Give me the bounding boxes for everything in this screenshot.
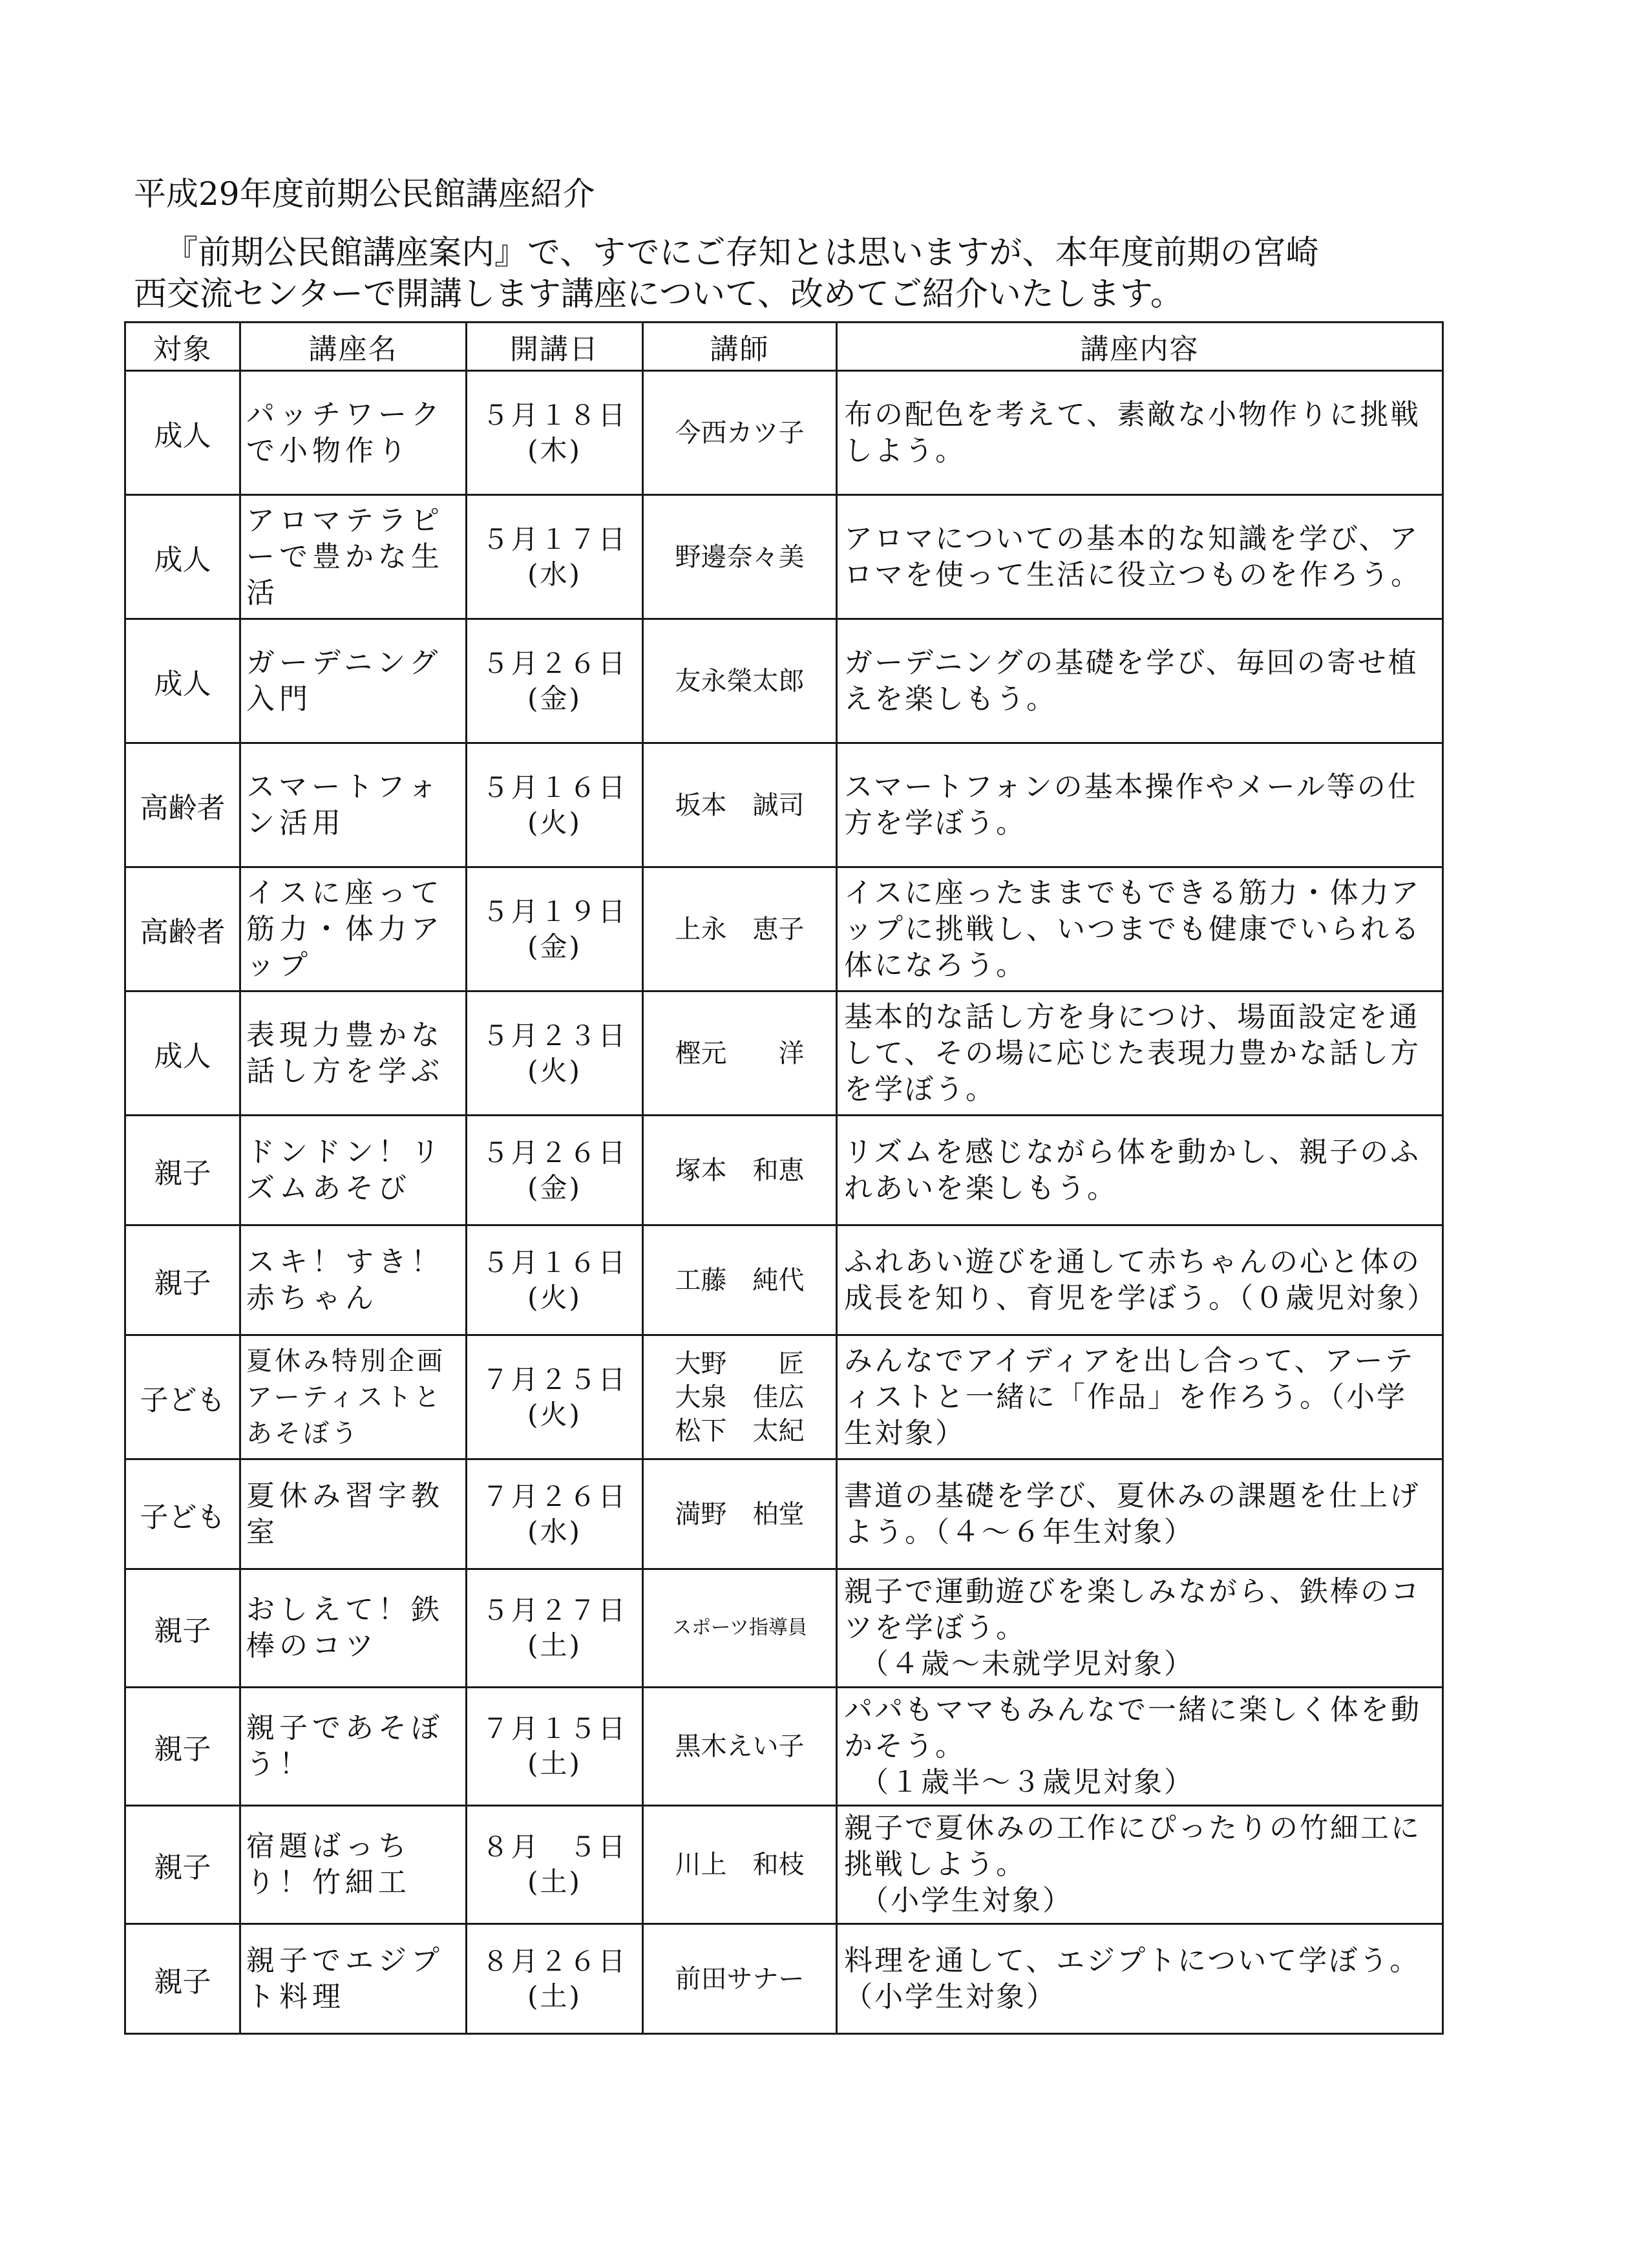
date-weekday: (金) [527, 930, 582, 962]
date-day: ８月 ５日 [481, 1831, 628, 1863]
cell-lecturer: 満野 柏堂 [643, 1459, 837, 1569]
date-day: ７月１５日 [481, 1713, 628, 1744]
cell-course-name: 表現力豊かな話し方を学ぶ [240, 991, 467, 1116]
cell-course-name: スマートフォン活用 [240, 743, 467, 867]
cell-content: リズムを感じながら体を動かし、親子のふれあいを楽しもう。 [837, 1116, 1443, 1225]
date-weekday: (土) [527, 1629, 582, 1661]
intro-line-2: 西交流センターで開講します講座について、改めてご紹介いたします。 [134, 275, 1183, 313]
cell-course-name: アロマテラピーで豊かな生活 [240, 495, 467, 619]
cell-lecturer: 塚本 和恵 [643, 1116, 837, 1225]
cell-date [467, 371, 643, 495]
cell-course-name: ドンドン！リズムあそび [240, 1116, 467, 1225]
table-row [125, 1924, 1443, 2034]
cell-lecturer: 工藤 純代 [643, 1225, 837, 1335]
table-row [125, 1335, 1443, 1459]
cell-date [467, 495, 643, 619]
date-day: ５月２３日 [481, 1019, 628, 1052]
cell-lecturer: 今西カツ子 [643, 371, 837, 495]
cell-content: 料理を通して、エジプトについて学ぼう。（小学生対象） [837, 1924, 1443, 2034]
cell-course-name: パッチワークで小物作り [240, 371, 467, 495]
cell-lecturer: 上永 恵子 [643, 867, 837, 991]
table-row [125, 1459, 1443, 1569]
cell-content: みんなでアイディアを出し合って、アーティストと一緒に「作品」を作ろう。（小学生対象） [837, 1335, 1443, 1459]
intro-paragraph [134, 233, 1465, 315]
date-day: ５月２６日 [481, 1136, 628, 1169]
cell-target: 高齢者 [125, 743, 240, 867]
cell-content: パパもママもみんなで一緒に楽しく体を動かそう。 （１歳半～３歳児対象） [837, 1688, 1443, 1806]
cell-lecturer: 友永榮太郎 [643, 619, 837, 743]
cell-lecturer: 大野 匠 大泉 佳広 松下 太紀 [643, 1335, 837, 1459]
cell-lecturer: スポーツ指導員 [643, 1569, 837, 1688]
date-day: ５月２６日 [481, 647, 628, 679]
date-weekday: (土) [527, 1748, 582, 1779]
date-day: ５月１８日 [481, 399, 628, 431]
cell-content: アロマについての基本的な知識を学び、アロマを使って生活に役立つものを作ろう。 [837, 495, 1443, 619]
cell-course-name: スキ！すき！赤ちゃん [240, 1225, 467, 1335]
cell-lecturer: 樫元 洋 [643, 991, 837, 1116]
date-day: ８月２６日 [481, 1945, 628, 1977]
cell-date [467, 867, 643, 991]
cell-content: 親子で運動遊びを楽しみながら、鉄棒のコツを学ぼう。 （４歳～未就学児対象） [837, 1569, 1443, 1688]
cell-lecturer: 川上 和枝 [643, 1806, 837, 1924]
cell-date [467, 1806, 643, 1924]
lecture-table [124, 321, 1444, 2035]
cell-target: 成人 [125, 495, 240, 619]
cell-course-name: イスに座って筋力・体力アップ [240, 867, 467, 991]
date-weekday: (火) [527, 806, 582, 838]
cell-target: 親子 [125, 1806, 240, 1924]
cell-date [467, 619, 643, 743]
cell-target: 親子 [125, 1569, 240, 1688]
date-day: ５月２７日 [481, 1595, 628, 1626]
date-weekday: (金) [527, 682, 582, 714]
cell-course-name: 親子でエジプト料理 [240, 1924, 467, 2034]
cell-lecturer: 坂本 誠司 [643, 743, 837, 867]
header-start-date: 開講日 [467, 323, 643, 371]
table-row [125, 743, 1443, 867]
cell-content: 基本的な話し方を身につけ、場面設定を通して、その場に応じた表現力豊かな話し方を学ぼう。 [837, 991, 1443, 1116]
cell-target: 親子 [125, 1225, 240, 1335]
date-day: ７月２５日 [481, 1363, 628, 1395]
table-row [125, 371, 1443, 495]
cell-content: イスに座ったままでもできる筋力・体力アップに挑戦し、いつまでも健康でいられる体になろう。 [837, 867, 1443, 991]
table-row [125, 619, 1443, 743]
table-row [125, 867, 1443, 991]
date-weekday: (金) [527, 1171, 582, 1203]
cell-date [467, 1335, 643, 1459]
table-row [125, 1569, 1443, 1688]
header-course-name: 講座名 [240, 323, 467, 371]
date-weekday: (土) [527, 1980, 582, 2012]
cell-course-name: おしえて！鉄棒のコツ [240, 1569, 467, 1688]
date-day: ７月２６日 [481, 1480, 628, 1512]
date-weekday: (土) [527, 1866, 582, 1898]
cell-lecturer: 野邊奈々美 [643, 495, 837, 619]
cell-date [467, 991, 643, 1116]
cell-date [467, 743, 643, 867]
cell-content: ガーデニングの基礎を学び、毎回の寄せ植えを楽しもう。 [837, 619, 1443, 743]
header-content: 講座内容 [837, 323, 1443, 371]
date-weekday: (火) [527, 1281, 582, 1313]
cell-date [467, 1459, 643, 1569]
cell-course-name: 親子であそぼう！ [240, 1688, 467, 1806]
date-weekday: (水) [527, 1515, 582, 1547]
cell-target: 親子 [125, 1924, 240, 2034]
cell-course-name: ガーデニング入門 [240, 619, 467, 743]
cell-target: 成人 [125, 371, 240, 495]
header-target: 対象 [125, 323, 240, 371]
cell-content: 書道の基礎を学び、夏休みの課題を仕上げよう。（４～６年生対象） [837, 1459, 1443, 1569]
cell-content: スマートフォンの基本操作やメール等の仕方を学ぼう。 [837, 743, 1443, 867]
cell-target: 親子 [125, 1116, 240, 1225]
cell-content: 親子で夏休みの工作にぴったりの竹細工に挑戦しよう。 （小学生対象） [837, 1806, 1443, 1924]
date-weekday: (水) [527, 558, 582, 590]
date-day: ５月１７日 [481, 523, 628, 555]
cell-content: ふれあい遊びを通して赤ちゃんの心と体の成長を知り、育児を学ぼう。（０歳児対象） [837, 1225, 1443, 1335]
date-weekday: (木) [527, 434, 582, 466]
cell-course-name: 夏休み特別企画アーティストとあそぼう [240, 1335, 467, 1459]
table-row [125, 1225, 1443, 1335]
cell-lecturer: 黒木えい子 [643, 1688, 837, 1806]
cell-target: 高齢者 [125, 867, 240, 991]
intro-line-1: 『前期公民館講座案内』で、すでにご存知とは思いますが、本年度前期の宮崎 [165, 234, 1319, 272]
header-lecturer: 講師 [643, 323, 837, 371]
cell-date [467, 1116, 643, 1225]
cell-target: 親子 [125, 1688, 240, 1806]
cell-date [467, 1688, 643, 1806]
table-row [125, 495, 1443, 619]
cell-date [467, 1924, 643, 2034]
table-row [125, 991, 1443, 1116]
cell-lecturer: 前田サナー [643, 1924, 837, 2034]
date-weekday: (火) [527, 1398, 582, 1430]
cell-content: 布の配色を考えて、素敵な小物作りに挑戦しよう。 [837, 371, 1443, 495]
date-day: ５月１６日 [481, 771, 628, 803]
cell-target: 子ども [125, 1459, 240, 1569]
document-title: 平成29年度前期公民館講座紹介 [134, 175, 595, 213]
cell-course-name: 宿題ばっちり！竹細工 [240, 1806, 467, 1924]
cell-date [467, 1569, 643, 1688]
cell-target: 成人 [125, 991, 240, 1116]
cell-target: 成人 [125, 619, 240, 743]
table-row [125, 1116, 1443, 1225]
date-day: ５月１６日 [481, 1246, 628, 1278]
table-row [125, 1806, 1443, 1924]
date-day: ５月１９日 [481, 895, 628, 927]
date-weekday: (火) [527, 1054, 582, 1086]
table-row [125, 1688, 1443, 1806]
table-header-row [125, 323, 1443, 371]
cell-target: 子ども [125, 1335, 240, 1459]
cell-date [467, 1225, 643, 1335]
cell-course-name: 夏休み習字教室 [240, 1459, 467, 1569]
